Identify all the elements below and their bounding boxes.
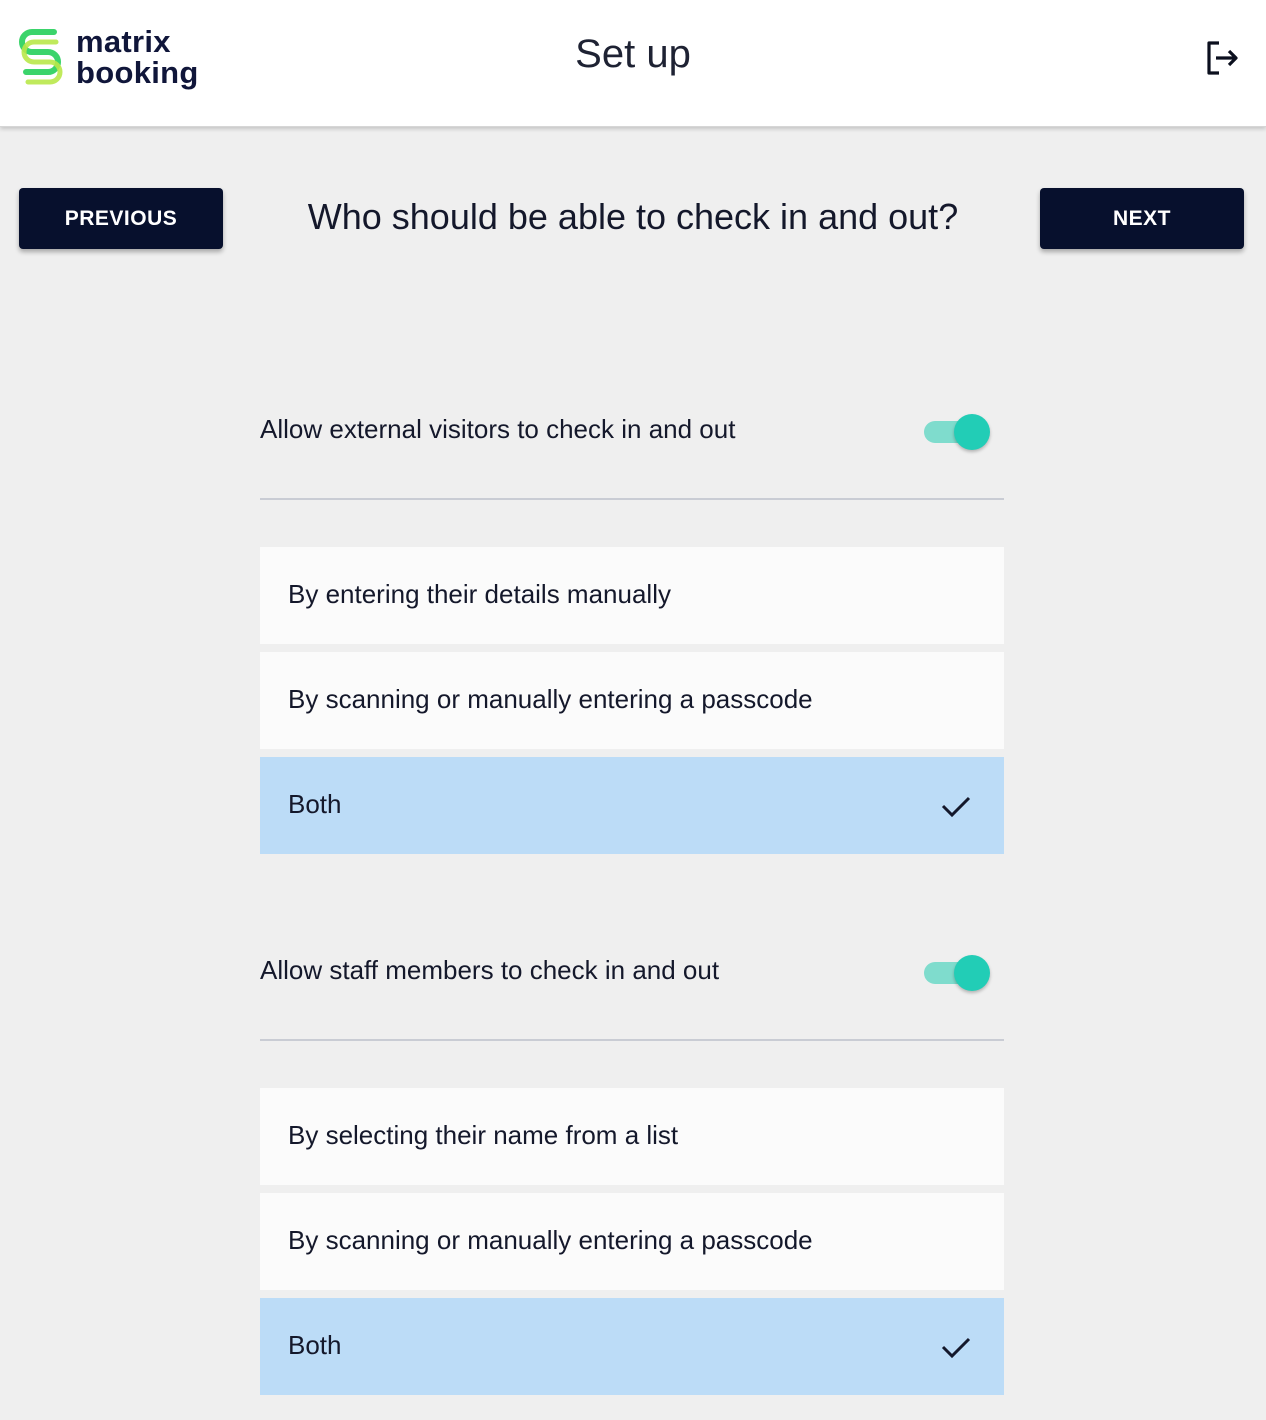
- logout-icon: [1202, 38, 1242, 78]
- visitors-option-both[interactable]: [260, 757, 1004, 854]
- toggle-knob: [954, 414, 990, 450]
- option-label: By entering their details manually: [288, 579, 671, 609]
- previous-button[interactable]: PREVIOUS: [19, 188, 223, 249]
- toggle-knob: [954, 955, 990, 991]
- option-label: By scanning or manually entering a passcode: [288, 1225, 813, 1255]
- staff-toggle-switch[interactable]: [924, 955, 988, 991]
- visitors-toggle-switch[interactable]: [924, 414, 988, 450]
- staff-toggle-label: Allow staff members to check in and out: [260, 955, 720, 985]
- visitors-toggle-row: [260, 398, 1004, 458]
- staff-option-name-list[interactable]: [260, 1088, 1004, 1185]
- visitors-option-manual-details[interactable]: [260, 547, 1004, 644]
- option-label: Both: [288, 789, 342, 819]
- checkmark-icon: [940, 1331, 972, 1363]
- visitors-option-passcode[interactable]: [260, 652, 1004, 749]
- divider: [260, 1039, 1004, 1041]
- staff-section: [260, 939, 1004, 1360]
- staff-toggle-row: [260, 939, 1004, 999]
- step-question: Who should be able to check in and out?: [307, 196, 959, 237]
- checkmark-icon: [940, 790, 972, 822]
- logout-button[interactable]: [1202, 38, 1242, 78]
- visitors-toggle-label: Allow external visitors to check in and out: [260, 414, 736, 444]
- logo-text-line2: booking: [76, 55, 199, 90]
- next-button[interactable]: NEXT: [1040, 188, 1244, 249]
- option-label: By scanning or manually entering a passcode: [288, 684, 813, 714]
- option-label: By selecting their name from a list: [288, 1120, 679, 1150]
- page-title: Set up: [575, 32, 691, 76]
- divider: [260, 498, 1004, 500]
- staff-option-passcode[interactable]: [260, 1193, 1004, 1290]
- option-label: Both: [288, 1330, 342, 1360]
- logo-text-line1: matrix: [76, 24, 171, 59]
- staff-option-both[interactable]: [260, 1298, 1004, 1395]
- app-header: [0, 0, 1266, 127]
- visitors-section: [260, 398, 1004, 819]
